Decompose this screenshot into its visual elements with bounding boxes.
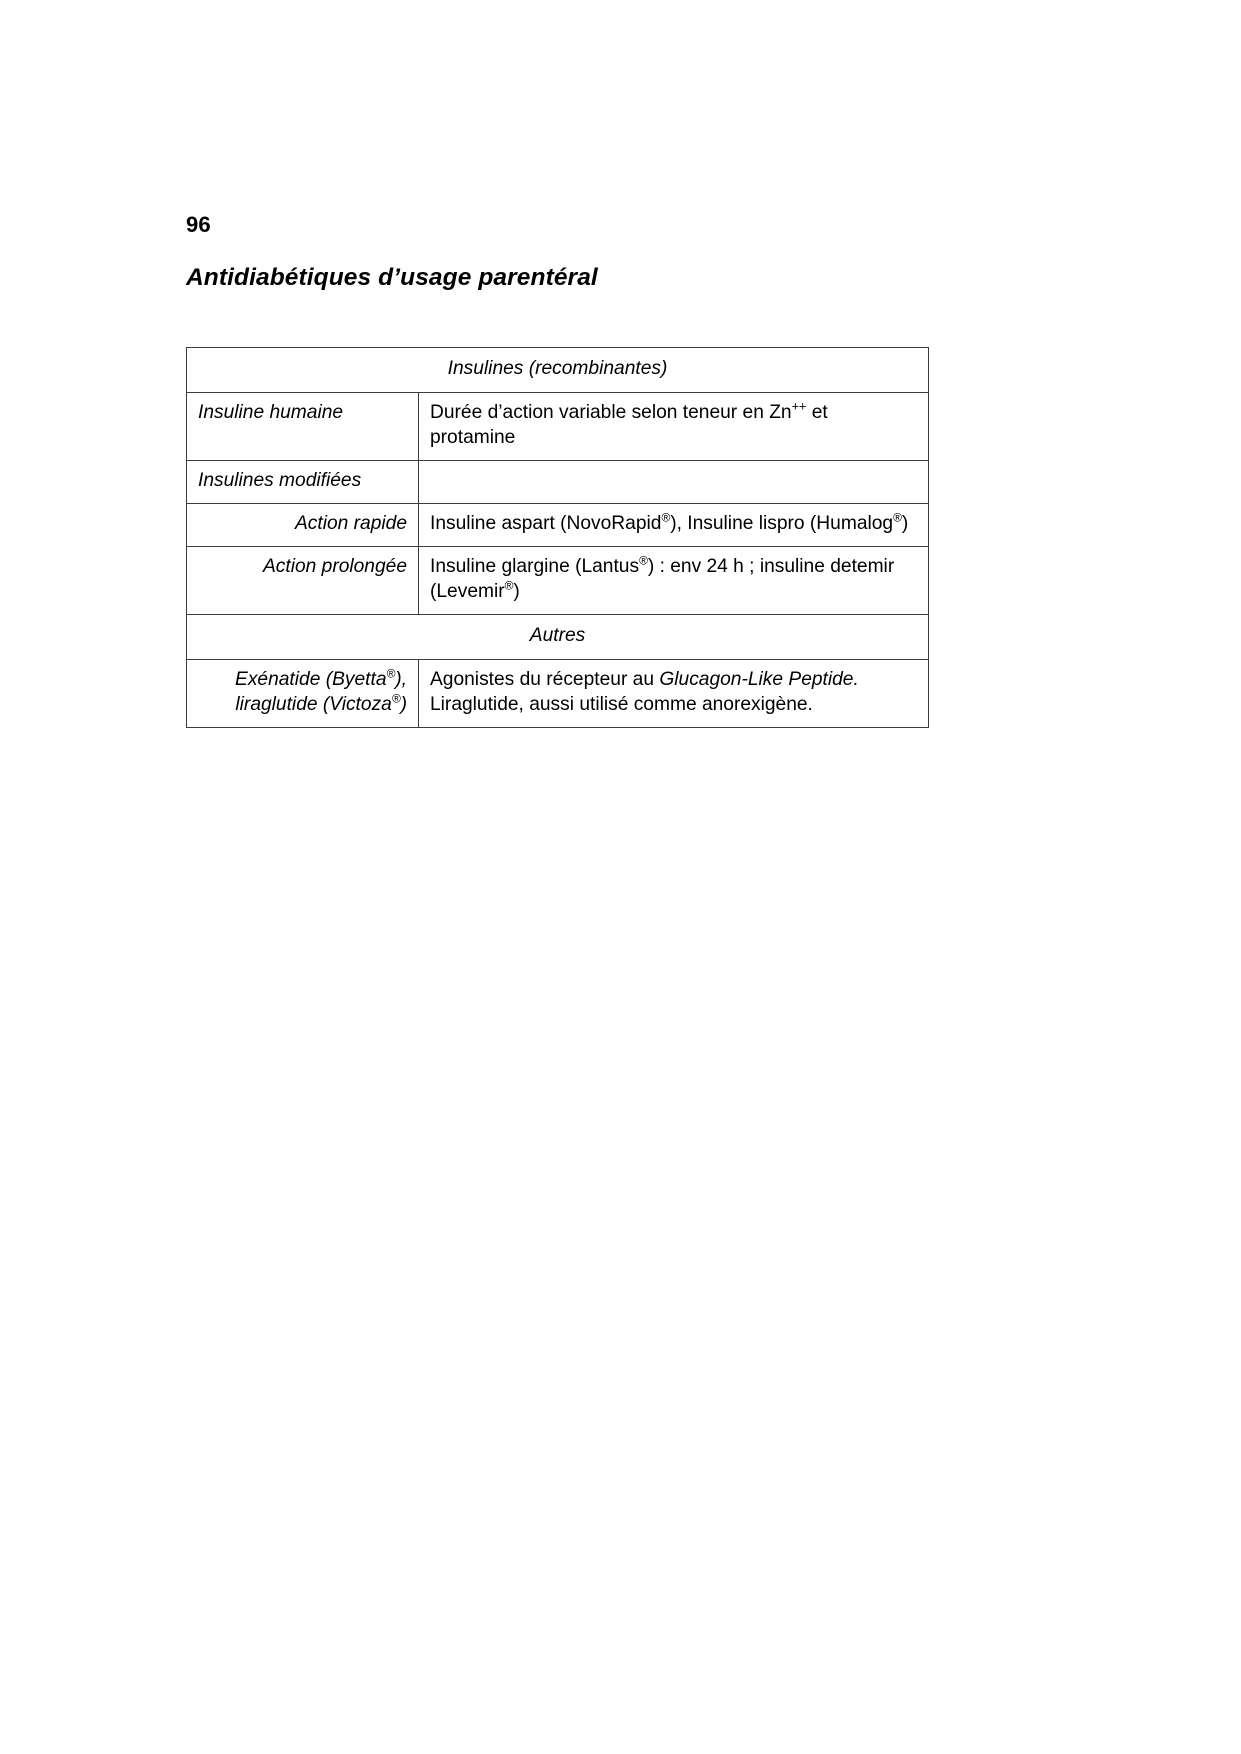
registered-trademark-symbol: ® (893, 510, 902, 525)
table-cell-detail: Insuline glargine (Lantus®) : env 24 h ; insuline detemir (Levemir®) (419, 546, 929, 614)
table-section-header: Autres (187, 614, 929, 659)
table-row (187, 659, 929, 727)
table-row (187, 392, 929, 460)
table-row (187, 460, 929, 503)
table-cell-detail: Durée d’action variable selon teneur en Zn++ et protamine (419, 392, 929, 460)
registered-trademark-symbol: ® (386, 666, 396, 681)
table-cell-label: Insuline humaine (187, 392, 419, 460)
registered-trademark-symbol: ® (661, 510, 671, 525)
antidiabetics-table (186, 347, 929, 728)
page-title: Antidiabétiques d’usage parentéral (186, 264, 598, 291)
table-cell-label: Action rapide (187, 503, 419, 546)
table-cell-label: Insulines modifiées (187, 460, 419, 503)
superscript-charge: ++ (791, 399, 807, 414)
table-row (187, 348, 929, 393)
table-row (187, 614, 929, 659)
table-cell-detail: Agonistes du récepteur au Glucagon-Like Peptide. Liraglutide, aussi utilisé comme anorexigène. (419, 659, 929, 727)
page-number: 96 (186, 212, 211, 237)
table-cell-label: Exénatide (Byetta®), liraglutide (Victoza®) (187, 659, 419, 727)
table-section-header: Insulines (recombinantes) (187, 348, 929, 393)
emphasised-term: Glucagon-Like Peptide. (659, 668, 859, 690)
table-row (187, 503, 929, 546)
table-cell-detail (419, 460, 929, 503)
table-row (187, 546, 929, 614)
registered-trademark-symbol: ® (391, 691, 401, 706)
registered-trademark-symbol: ® (504, 578, 514, 593)
table-cell-label: Action prolongée (187, 546, 419, 614)
table-body (187, 348, 929, 728)
table-cell-detail: Insuline aspart (NovoRapid®), Insuline lispro (Humalog®) (419, 503, 929, 546)
indented-text: liraglutide (Victoza (235, 693, 392, 715)
registered-trademark-symbol: ® (639, 553, 648, 568)
